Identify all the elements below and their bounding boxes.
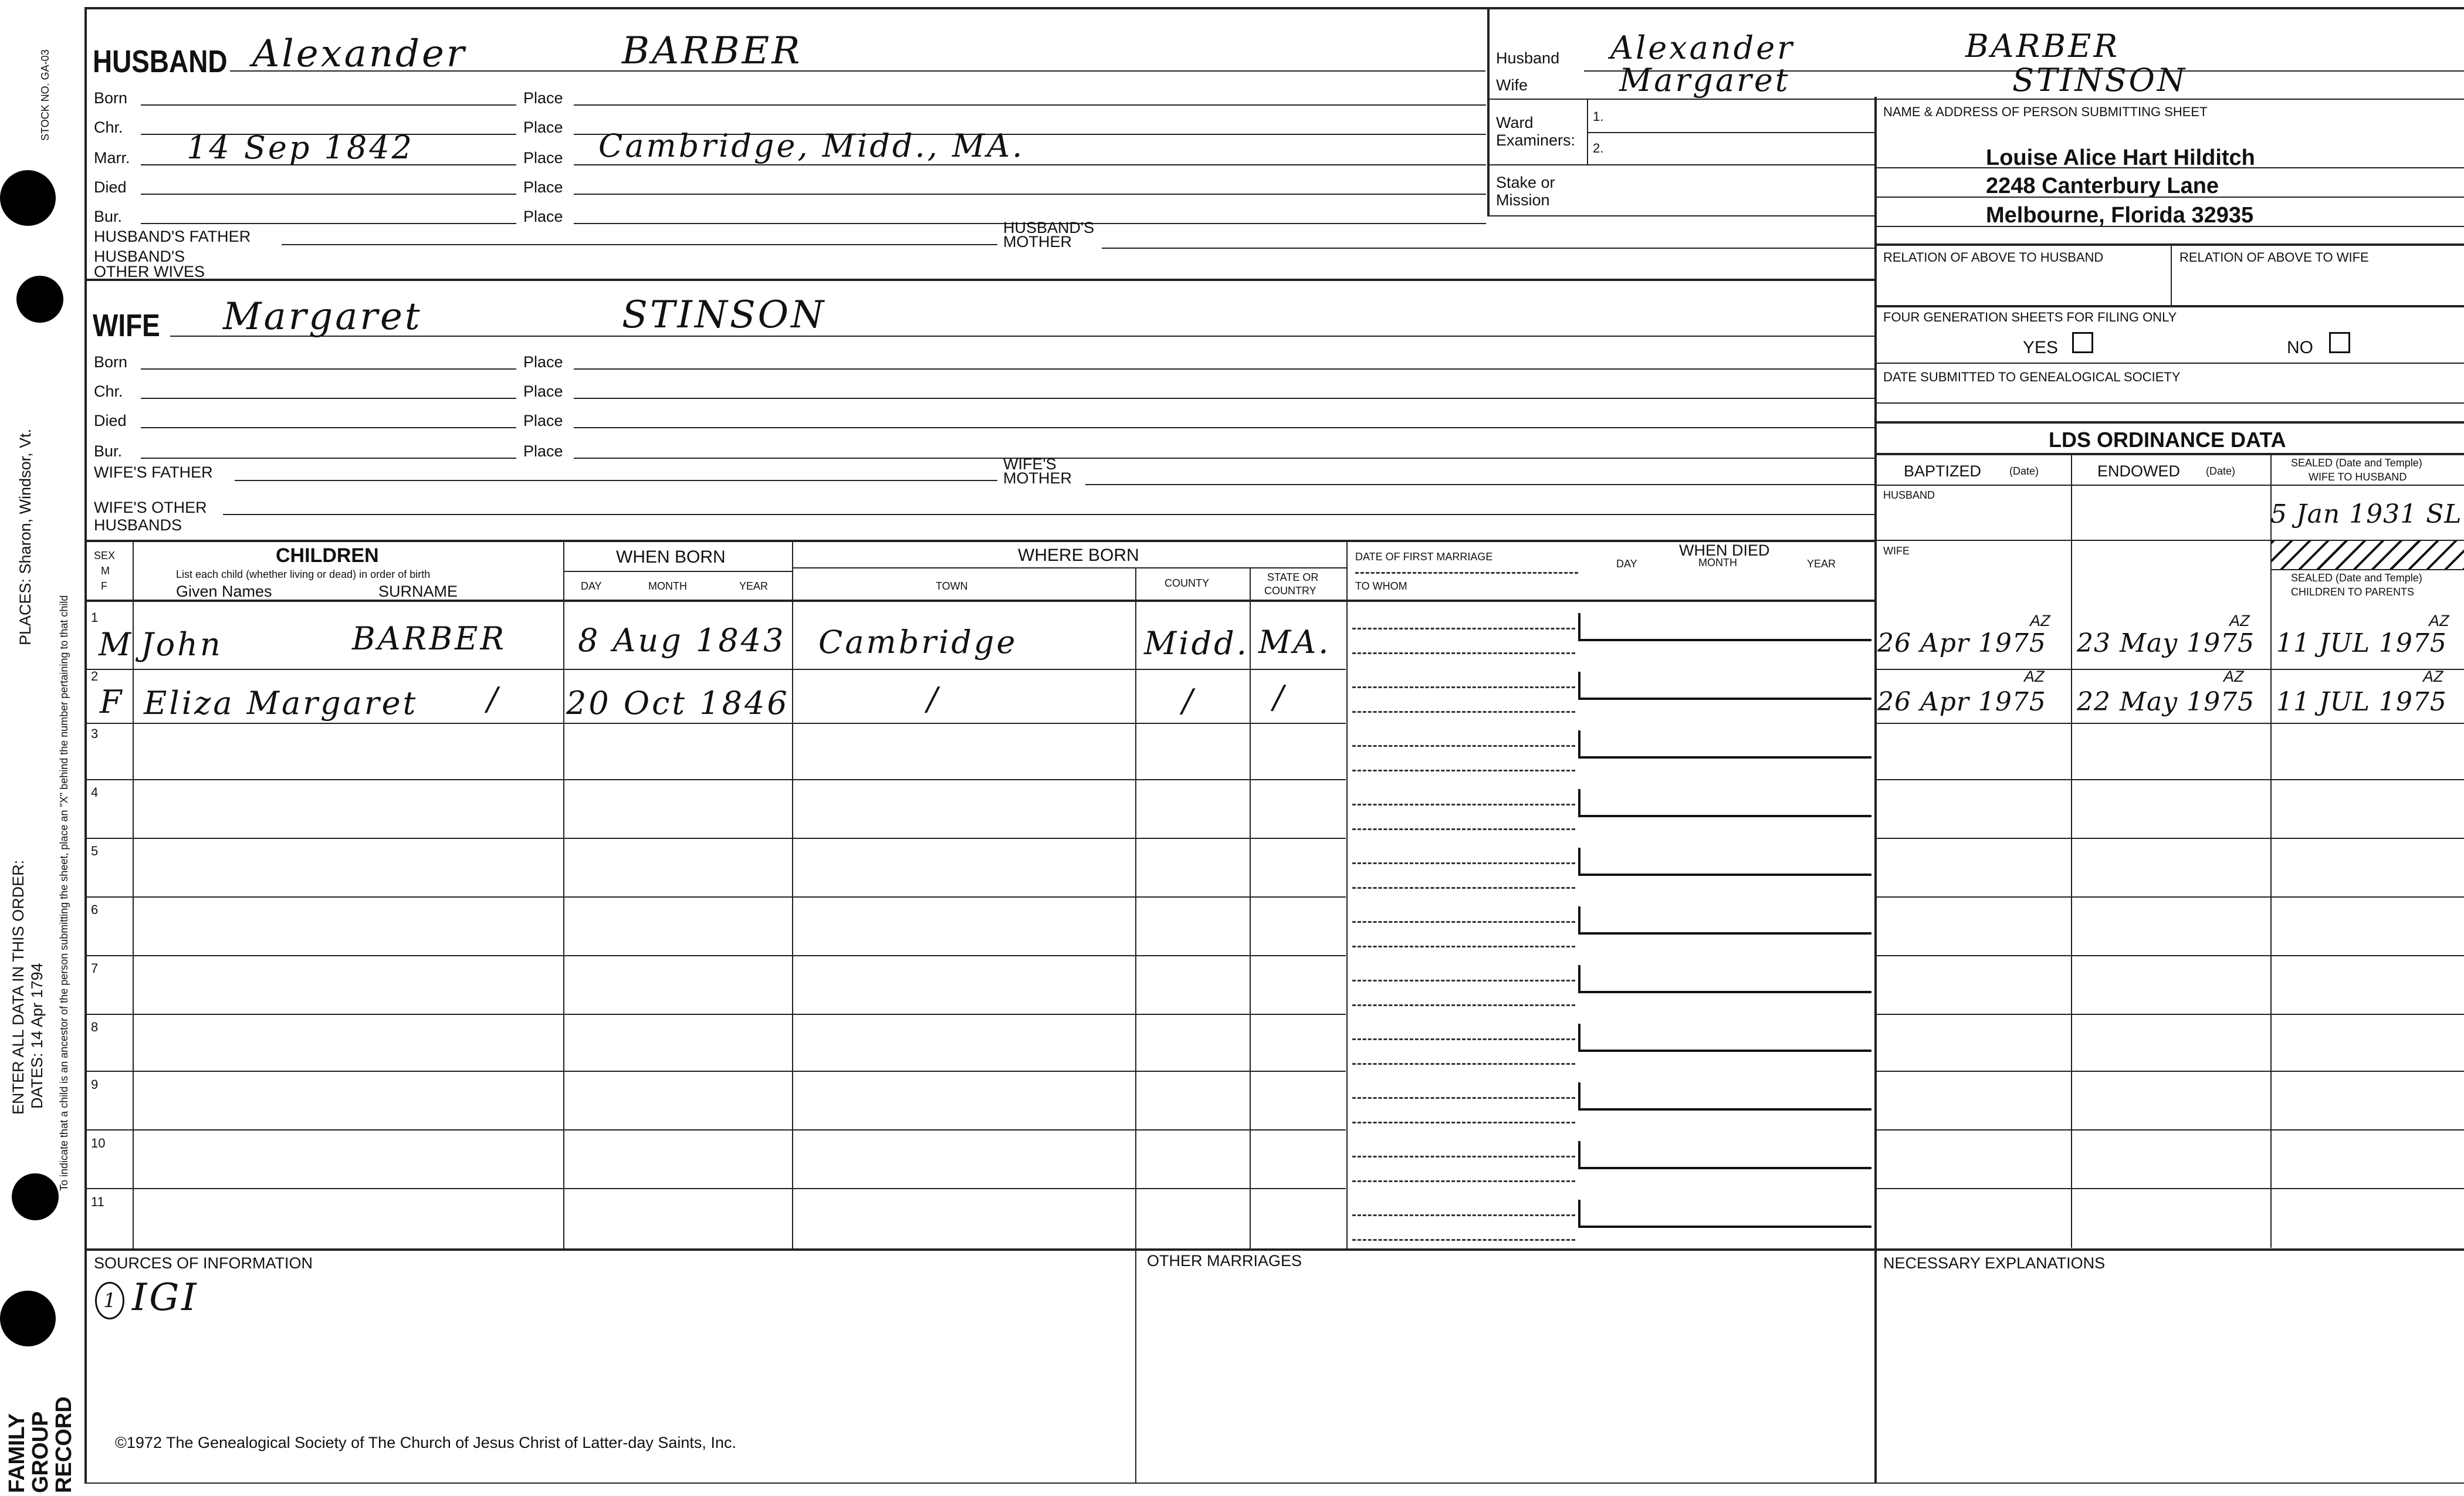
sources-value[interactable]: IGI xyxy=(132,1276,199,1319)
child-2-baptized-mark: AZ xyxy=(2024,668,2045,685)
sealed-children-label-2: CHILDREN TO PARENTS xyxy=(2291,586,2415,598)
children-header-bottom xyxy=(84,600,1874,602)
child-1-baptized-mark: AZ xyxy=(2030,612,2050,629)
sealed-wife-label-2: WIFE TO HUSBAND xyxy=(2309,471,2407,483)
died-bracket xyxy=(1578,965,1871,993)
children-subheader: List each child (whether living or dead) in order of birth xyxy=(176,568,431,580)
wife-given-name[interactable]: Margaret xyxy=(223,295,422,339)
right-husband-surname[interactable]: BARBER xyxy=(1965,28,2120,65)
row-number: 9 xyxy=(91,1077,99,1092)
died-bracket xyxy=(1578,672,1871,700)
husband-marr-label: Marr. xyxy=(94,149,130,167)
row-line xyxy=(1874,1014,2464,1015)
husband-born-date-line xyxy=(141,104,516,106)
husbands-father-label: HUSBAND'S FATHER xyxy=(94,228,251,245)
wifes-other-husbands-label-2: HUSBANDS xyxy=(94,516,182,534)
punch-hole xyxy=(0,1291,56,1346)
date-submitted-bottom xyxy=(1874,421,2464,424)
marriage-dash xyxy=(1352,652,1575,654)
punch-hole xyxy=(16,276,63,323)
row-number: 5 xyxy=(91,844,99,858)
left-border xyxy=(84,7,87,1483)
stake-label-2: Mission xyxy=(1496,191,1550,209)
baptized-date-label: (Date) xyxy=(2009,465,2039,477)
row-line xyxy=(84,896,1346,898)
bottom-line xyxy=(84,1483,2464,1484)
children-header: CHILDREN xyxy=(276,544,379,567)
husband-died-place-label: Place xyxy=(523,178,563,196)
wife-surname[interactable]: STINSON xyxy=(622,293,827,337)
sealed-wife-to-husband-date[interactable]: 5 Jan 1931 SL xyxy=(2270,499,2462,529)
born-year-header: YEAR xyxy=(739,580,769,592)
examiner-1-line xyxy=(1587,132,1874,133)
wife-born-place-label: Place xyxy=(523,353,563,371)
child-2-sealed-mark: AZ xyxy=(2423,668,2443,685)
sex-header-2: M xyxy=(101,565,110,577)
ward-divider xyxy=(1587,99,1588,164)
marriage-dash xyxy=(1352,1239,1575,1241)
sources-number-circle xyxy=(95,1282,124,1319)
died-bracket xyxy=(1578,613,1871,641)
table-bottom xyxy=(84,1248,2464,1251)
child-1-surname[interactable]: BARBER xyxy=(352,620,507,657)
lds-title-bottom xyxy=(1874,453,2464,455)
row-number: 1 xyxy=(91,610,99,625)
marriage-dash xyxy=(1352,1038,1575,1040)
submitter-heading: NAME & ADDRESS OF PERSON SUBMITTING SHEET xyxy=(1883,104,2208,119)
husband-born-place-label: Place xyxy=(523,89,563,107)
marriage-dash xyxy=(1352,686,1575,688)
row-line xyxy=(1874,838,2464,839)
no-label: NO xyxy=(2287,338,2313,357)
row-number: 6 xyxy=(91,902,99,917)
stake-bottom xyxy=(1487,215,1874,216)
wife-bur-label: Bur. xyxy=(94,442,123,460)
row-line xyxy=(1874,1188,2464,1189)
relation-to-wife-label: RELATION OF ABOVE TO WIFE xyxy=(2179,250,2369,265)
wifes-other-husbands-line xyxy=(223,514,1874,515)
copyright: ©1972 The Genealogical Society of The Church of Jesus Christ of Latter-day Saints, Inc. xyxy=(115,1434,736,1451)
child-1-county[interactable]: Midd. xyxy=(1144,625,1249,662)
husband-marriage-date[interactable]: 14 Sep 1842 xyxy=(187,129,414,166)
row-line xyxy=(84,1071,1346,1072)
punch-hole xyxy=(12,1173,59,1220)
yes-checkbox[interactable] xyxy=(2072,332,2093,353)
husbands-mother-line xyxy=(1102,248,1874,249)
examiners-label: Examiners: xyxy=(1496,131,1576,149)
died-bracket xyxy=(1578,848,1871,876)
sealed-wife-hatch xyxy=(2272,541,2464,569)
wifes-mother-label-1: WIFE'S xyxy=(1003,455,1057,473)
lds-col-divider-1 xyxy=(2071,453,2072,1248)
died-bracket xyxy=(1578,1024,1871,1052)
right-wife-line xyxy=(1487,99,2464,100)
right-wife-surname[interactable]: STINSON xyxy=(2012,62,2188,99)
endowed-date-label: (Date) xyxy=(2206,465,2236,477)
wife-born-place-line xyxy=(574,368,1874,370)
top-border xyxy=(84,7,2464,9)
side-dates: DATES: 14 Apr 1794 xyxy=(28,963,46,1109)
relation-divider xyxy=(2171,243,2172,305)
marriage-dash xyxy=(1352,711,1575,713)
date-submitted-label: DATE SUBMITTED TO GENEALOGICAL SOCIETY xyxy=(1883,370,2181,384)
child-2-given[interactable]: Eliza Margaret xyxy=(144,685,418,722)
husband-bur-date-line xyxy=(141,223,516,224)
row-line xyxy=(84,1014,1346,1015)
endowed-label: ENDOWED xyxy=(2097,462,2180,480)
husband-died-label: Died xyxy=(94,178,127,196)
town-header: TOWN xyxy=(936,580,968,592)
died-day-header: DAY xyxy=(1616,558,1637,570)
child-1-sealed[interactable]: 11 JUL 1975 xyxy=(2276,628,2447,658)
child-2-county[interactable]: / xyxy=(1182,682,1196,719)
husband-bur-place-label: Place xyxy=(523,208,563,225)
wife-block-bottom xyxy=(84,540,1874,542)
child-1-sex[interactable]: M xyxy=(99,626,134,663)
state-header-2: COUNTRY xyxy=(1264,585,1316,597)
lds-wife-row-label: WIFE xyxy=(1883,545,1910,557)
husband-marr-place-line xyxy=(574,164,1486,165)
lds-title: LDS ORDINANCE DATA xyxy=(2049,428,2286,452)
right-wife-label: Wife xyxy=(1496,76,1528,94)
child-2-endowed[interactable]: 22 May 1975 xyxy=(2077,687,2255,717)
when-born-header-line xyxy=(563,571,792,572)
punch-hole xyxy=(0,170,56,226)
child-2-endowed-mark: AZ xyxy=(2223,668,2244,685)
child-2-baptized[interactable]: 26 Apr 1975 xyxy=(1877,687,2046,717)
husband-marriage-place[interactable]: Cambridge, Midd., MA. xyxy=(598,127,1025,164)
died-bracket xyxy=(1578,1141,1871,1169)
other-marriages-label: OTHER MARRIAGES xyxy=(1147,1252,1302,1270)
child-2-sealed[interactable]: 11 JUL 1975 xyxy=(2276,687,2447,717)
no-checkbox[interactable] xyxy=(2329,332,2350,353)
submitter-line-1 xyxy=(1874,167,2464,168)
sources-label: SOURCES OF INFORMATION xyxy=(94,1254,313,1272)
husband-born-place-line xyxy=(574,104,1486,106)
wife-chr-place-line xyxy=(574,398,1874,399)
child-1-sealed-mark: AZ xyxy=(2429,612,2449,629)
hatch-bottom xyxy=(2270,569,2464,570)
child-1-born[interactable]: 8 Aug 1843 xyxy=(578,622,786,659)
marriage-dash xyxy=(1352,946,1575,947)
wife-bur-place-line xyxy=(574,458,1874,459)
husband-surname[interactable]: BARBER xyxy=(622,29,803,73)
wifes-other-husbands-label-1: WIFE'S OTHER xyxy=(94,499,207,516)
child-1-endowed[interactable]: 23 May 1975 xyxy=(2077,628,2255,658)
col-when-born xyxy=(792,540,793,1250)
husbands-mother-label-1: HUSBAND'S xyxy=(1003,219,1095,236)
wifes-mother-label-2: MOTHER xyxy=(1003,469,1072,487)
county-header: COUNTY xyxy=(1165,577,1209,589)
row-line xyxy=(1874,723,2464,724)
where-born-header-line xyxy=(792,567,1346,568)
husband-block-bottom xyxy=(84,279,1874,281)
died-bracket xyxy=(1578,789,1871,817)
row-line xyxy=(1874,955,2464,956)
necessary-explanations-label: NECESSARY EXPLANATIONS xyxy=(1883,1254,2106,1272)
given-names-header: Given Names xyxy=(176,583,272,600)
husband-given-name[interactable]: Alexander xyxy=(252,32,467,76)
row-line xyxy=(84,1129,1346,1131)
col-names xyxy=(563,540,564,1250)
first-marriage-header: DATE OF FIRST MARRIAGE xyxy=(1355,551,1493,563)
died-bracket xyxy=(1578,730,1871,759)
form-title: FAMILY GROUP RECORD xyxy=(5,1396,76,1493)
marriage-dash xyxy=(1352,804,1575,805)
marriage-dash xyxy=(1352,628,1575,629)
husband-died-date-line xyxy=(141,194,516,195)
child-2-state[interactable]: / xyxy=(1273,679,1287,716)
row-number: 4 xyxy=(91,785,99,800)
child-2-town[interactable]: / xyxy=(927,681,940,717)
row-line xyxy=(84,723,1346,724)
child-1-given[interactable]: John xyxy=(141,626,223,663)
husband-born-label: Born xyxy=(94,89,128,107)
wifes-father-label: WIFE'S FATHER xyxy=(94,463,213,481)
wifes-father-line xyxy=(235,480,997,481)
where-born-header: WHERE BORN xyxy=(1018,546,1139,565)
four-generation-bottom xyxy=(1874,363,2464,364)
husband-died-place-line xyxy=(574,194,1486,195)
row-number: 8 xyxy=(91,1020,99,1034)
wife-name-line xyxy=(170,336,1874,337)
marriage-dash xyxy=(1352,1004,1575,1006)
wife-bur-place-label: Place xyxy=(523,442,563,460)
to-whom-header: TO WHOM xyxy=(1355,580,1407,592)
marriage-dash xyxy=(1352,1122,1575,1123)
submitter-city: Melbourne, Florida 32935 xyxy=(1986,203,2254,228)
when-born-header: WHEN BORN xyxy=(616,547,726,567)
marriage-dash xyxy=(1352,1156,1575,1157)
wife-chr-date-line xyxy=(141,398,516,399)
footer-divider xyxy=(1135,1248,1136,1483)
died-bracket xyxy=(1578,906,1871,935)
relation-to-husband-label: RELATION OF ABOVE TO HUSBAND xyxy=(1883,250,2104,265)
wife-died-label: Died xyxy=(94,412,127,429)
state-header-1: STATE OR xyxy=(1267,571,1319,583)
marriage-dash xyxy=(1352,745,1575,747)
row-line xyxy=(1874,1071,2464,1072)
marriage-dash xyxy=(1352,887,1575,889)
child-2-surname[interactable]: / xyxy=(487,681,500,717)
lds-header-bottom xyxy=(1874,485,2464,486)
child-1-town[interactable]: Cambridge xyxy=(818,624,1018,661)
col-state xyxy=(1346,540,1348,1250)
born-day-header: DAY xyxy=(581,580,602,592)
submitter-line-2 xyxy=(1874,197,2464,198)
sources-number: 1 xyxy=(103,1289,116,1312)
row-line xyxy=(1874,779,2464,780)
lds-col-divider-2 xyxy=(2270,453,2272,1248)
sex-header-3: F xyxy=(101,580,107,592)
first-marriage-header-dash xyxy=(1355,572,1578,574)
side-enter-order: ENTER ALL DATA IN THIS ORDER: xyxy=(9,859,27,1115)
sealed-children-label-1: SEALED (Date and Temple) xyxy=(2291,572,2422,584)
marriage-dash xyxy=(1352,770,1575,771)
row-line xyxy=(1874,1129,2464,1131)
sex-header-1: SEX xyxy=(94,550,116,561)
row-line xyxy=(1874,669,2464,670)
row-line xyxy=(84,779,1346,780)
submitter-street: 2248 Canterbury Lane xyxy=(1986,174,2219,198)
stake-label-1: Stake or xyxy=(1496,174,1555,191)
husbands-father-line xyxy=(282,244,997,245)
wife-chr-place-label: Place xyxy=(523,383,563,400)
husband-chr-label: Chr. xyxy=(94,119,123,136)
wife-born-date-line xyxy=(141,368,516,370)
marriage-dash xyxy=(1352,1214,1575,1216)
stock-number: STOCK NO. GA-03 xyxy=(39,49,51,141)
wife-bur-date-line xyxy=(141,458,516,459)
wifes-mother-line xyxy=(1085,484,1874,485)
husbands-mother-label-2: MOTHER xyxy=(1003,233,1072,251)
sealed-wife-label-1: SEALED (Date and Temple) xyxy=(2291,457,2422,469)
row-line xyxy=(84,838,1346,839)
marriage-dash xyxy=(1352,980,1575,981)
child-1-state[interactable]: MA. xyxy=(1258,624,1331,661)
wife-died-place-label: Place xyxy=(523,412,563,429)
ward-label: Ward xyxy=(1496,114,1534,131)
died-month-header: MONTH xyxy=(1698,557,1737,568)
relation-bottom xyxy=(1874,305,2464,307)
marriage-dash xyxy=(1352,828,1575,830)
born-month-header: MONTH xyxy=(648,580,687,592)
submitter-bottom xyxy=(1874,243,2464,246)
husband-marr-place-label: Place xyxy=(523,149,563,167)
examiner-row-bottom xyxy=(1487,164,1874,165)
date-submitted-line xyxy=(1874,402,2464,404)
row-number: 11 xyxy=(91,1194,104,1209)
died-bracket xyxy=(1578,1082,1871,1111)
marriage-dash xyxy=(1352,1180,1575,1182)
husbands-other-wives-label-2: OTHER WIVES xyxy=(94,263,205,280)
wife-chr-label: Chr. xyxy=(94,383,123,400)
wife-died-place-line xyxy=(574,427,1874,428)
husband-heading: HUSBAND xyxy=(93,44,228,79)
row-line xyxy=(84,955,1346,956)
husbands-other-wives-label-1: HUSBAND'S xyxy=(94,248,185,265)
when-died-header: WHEN DIED xyxy=(1679,541,1770,559)
yes-label: YES xyxy=(2023,338,2059,357)
four-generation-label: FOUR GENERATION SHEETS FOR FILING ONLY xyxy=(1883,310,2177,324)
row-number: 2 xyxy=(91,669,99,683)
lds-husband-row-label: HUSBAND xyxy=(1883,489,1935,501)
row-line xyxy=(84,669,1346,670)
baptized-label: BAPTIZED xyxy=(1904,462,1982,480)
examiner-1: 1. xyxy=(1593,109,1604,124)
wife-born-label: Born xyxy=(94,353,128,371)
row-number: 7 xyxy=(91,961,99,976)
row-number: 3 xyxy=(91,726,99,741)
marriage-dash xyxy=(1352,1063,1575,1065)
row-line xyxy=(1874,896,2464,898)
divider-upper-right xyxy=(1487,7,1490,215)
wife-heading: WIFE xyxy=(93,308,160,343)
submitter-name: Louise Alice Hart Hilditch xyxy=(1986,145,2255,170)
row-number: 10 xyxy=(91,1136,106,1150)
died-year-header: YEAR xyxy=(1807,558,1836,570)
row-line xyxy=(84,1188,1346,1189)
right-wife-given[interactable]: Margaret xyxy=(1619,62,1791,99)
examiner-2: 2. xyxy=(1593,141,1604,155)
marriage-dash xyxy=(1352,862,1575,864)
wife-died-date-line xyxy=(141,427,516,428)
husband-chr-place-label: Place xyxy=(523,119,563,136)
right-husband-label: Husband xyxy=(1496,49,1560,67)
child-1-endowed-mark: AZ xyxy=(2229,612,2250,629)
child-2-born[interactable]: 20 Oct 1846 xyxy=(566,685,790,722)
submitter-line-3 xyxy=(1874,226,2464,227)
died-bracket xyxy=(1578,1200,1871,1228)
side-instruction: To indicate that a child is an ancestor of the person submitting the sheet, place an "X" behind the number pertaining to that child xyxy=(58,595,70,1191)
right-husband-given[interactable]: Alexander xyxy=(1610,29,1795,66)
husband-bur-label: Bur. xyxy=(94,208,123,225)
child-1-baptized[interactable]: 26 Apr 1975 xyxy=(1877,628,2046,658)
surname-header: SURNAME xyxy=(378,583,458,600)
marriage-dash xyxy=(1352,921,1575,923)
side-places: PLACES: Sharon, Windsor, Vt. xyxy=(16,428,34,645)
marriage-dash xyxy=(1352,1097,1575,1099)
child-2-sex[interactable]: F xyxy=(100,683,124,720)
